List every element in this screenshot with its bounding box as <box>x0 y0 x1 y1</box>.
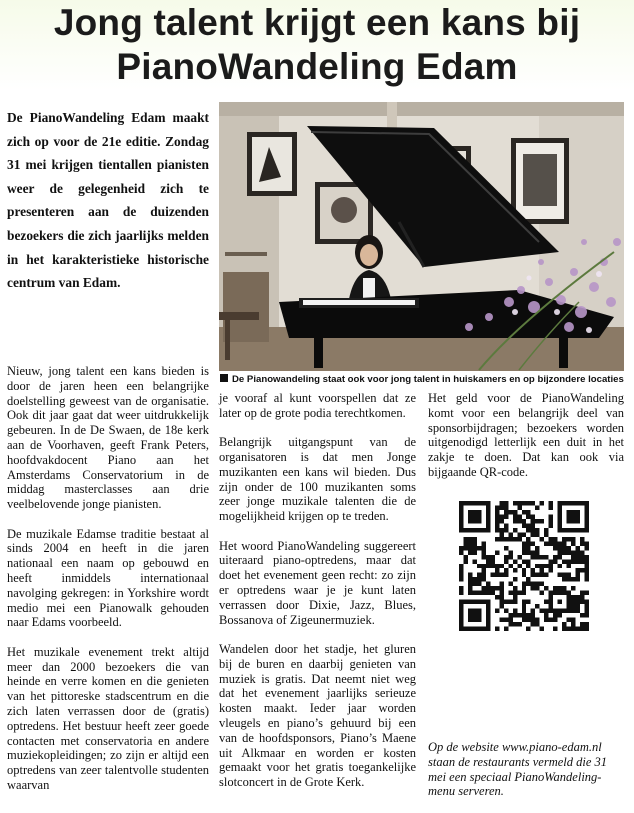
body-column-2 <box>219 391 416 805</box>
body-paragraph: je vooraf al kunt voorspellen dat ze later op de grote podia terechtkomen. <box>219 391 416 420</box>
website-note: Op de website www.piano-edam.nl staan de restaurants vermeld die 31 mei een speciaal PianoWandeling-menu serveren. <box>428 740 608 799</box>
body-column-3 <box>428 391 624 494</box>
body-paragraph: De muzikale Edamse traditie bestaat al sinds 2004 en heeft in die jaren nationaal een naam op gebouwd en heeft inmiddels internationaal navolging gekregen: in Yorkshire wordt medio mei een Pianowalk gehouden naar Edams voorbeeld. <box>7 526 209 630</box>
caption-text: De Pianowandeling staat ook voor jong talent in huiskamers en op bijzondere locaties <box>232 374 624 385</box>
pianist-photo <box>219 102 624 371</box>
body-paragraph: Wandelen door het stadje, het gluren bij de buren en daarbij genieten van muziek is gratis. Dat neemt niet weg dat het evenement jaarlijks serieuze kosten maakt. Ieder jaar worden vleugels en piano’s gehuurd bij een van de hoofdsponsors, Piano’s Maene uit Alkmaar en worden er kosten gemaakt voor het gratis toegankelijke slotconcert in de Grote Kerk. <box>219 641 416 790</box>
body-paragraph: Belangrijk uitgangspunt van de organisatoren is dat men Jonge muzikanten een kans wil bieden. Dus zijn onder de 100 muzikanten soms zeer jonge muzikale talenten die de mogelijkheid krijgen op te treden. <box>219 435 416 524</box>
body-paragraph: Het muzikale evenement trekt altijd meer dan 2000 bezoekers die van heinde en verre komen en die genieten van het pittoreske stadscentrum en die zich laten verrassen door de (gratis) optredens. Het bestuur heeft zeer goede contacten met conservatoria en andere muziekopleidingen; zo zijn er altijd een optredens van zeer talentvolle studenten waarvan <box>7 644 209 792</box>
body-column-1 <box>7 364 209 807</box>
headline: Jong talent krijgt een kans bij PianoWandeling Edam <box>53 2 581 87</box>
body-paragraph: Het geld voor de PianoWandeling komt voor een belangrijk deel van sponsorbijdragen; bezoekers worden uitgenodigd letterlijk een duit in het zakje te doen. Dat kan ook via bijgaande QR-code. <box>428 391 624 479</box>
body-paragraph: Het woord PianoWandeling suggereert uiteraard piano-optredens, maar dat doet het evenement geen recht: zo zijn er optredens waar je je kunt laten verrassen door Dixie, Jazz, Blues, Bossanova of Zigeunermuziek. <box>219 538 416 627</box>
photo-caption <box>219 373 624 387</box>
pianist-at-grand-piano-icon <box>219 102 624 371</box>
qr-code-icon[interactable] <box>459 501 589 631</box>
caption-square-icon <box>220 374 228 382</box>
intro-paragraph: De PianoWandeling Edam maakt zich op voor de 21e editie. Zondag 31 mei krijgen tientallen pianisten weer de gelegenheid zich te presenteren aan de duizenden bezoekers die zich jaarlijks melden in het karakteristieke historische centrum van Edam. <box>7 110 209 291</box>
body-paragraph: Nieuw, jong talent een kans bieden is door de jaren heen een belangrijke doelstelling geweest van de organisatie. Ook dit jaar gaat dat weer uitdrukkelijk gebeuren. In de De Swaen, de 18e kerk aan de Voorhaven, geeft Frank Peters, hoofdvakdocent Piano aan het Amsterdams Conservatorium in de middag masterclasses aan drie veelbelovende jonge pianisten. <box>7 364 209 512</box>
